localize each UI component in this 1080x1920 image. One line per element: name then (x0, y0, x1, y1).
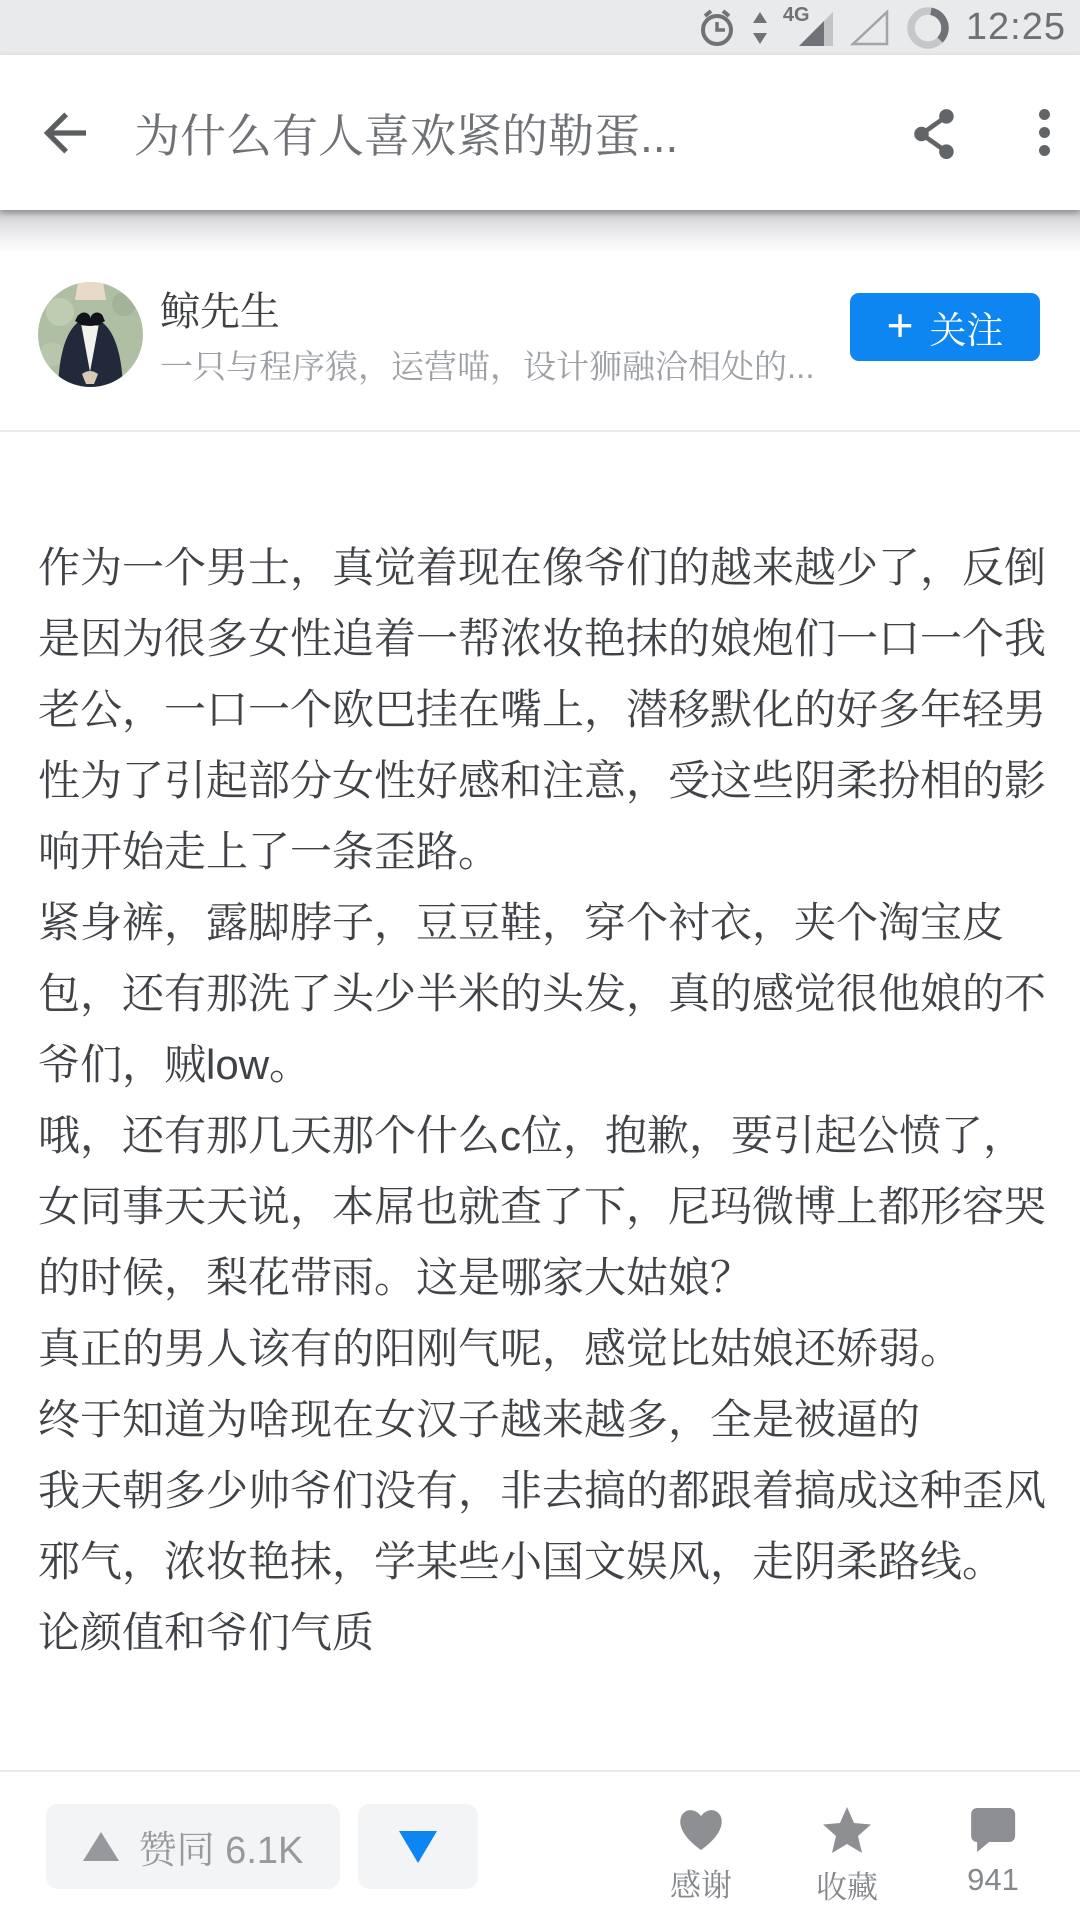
page-title: 为什么有人喜欢紧的勒蛋... (134, 109, 679, 162)
heart-icon (676, 1806, 726, 1852)
appbar-shadow-gap (0, 210, 1080, 252)
downvote-button[interactable] (358, 1804, 478, 1889)
thank-label: 感谢 (670, 1868, 732, 1903)
bottom-action-bar (0, 1770, 1080, 1920)
follow-button-label: 关注 (929, 310, 1004, 351)
share-icon (910, 106, 960, 160)
answer-paragraph: 终于知道为啥现在女汉子越来越多，全是被逼的 (38, 1396, 921, 1443)
favorite-label: 收藏 (816, 1870, 878, 1905)
status-bar (0, 0, 1080, 55)
answer-body (0, 432, 1080, 1770)
comment-count: 941 (967, 1862, 1019, 1897)
upvote-count-label: 赞同 6.1K (138, 1830, 304, 1872)
answer-paragraph: 紧身裤，露脚脖子，豆豆鞋，穿个衬衣，夹个淘宝皮包，还有那洗了头少半米的头发，真的感觉很他娘的不爷们，贼low。 (38, 899, 1047, 1088)
answer-paragraph: 论颜值和爷们气质 (38, 1609, 375, 1656)
share-button[interactable] (908, 106, 962, 160)
follow-button[interactable] (850, 293, 1040, 361)
author-card (0, 252, 1080, 432)
overflow-dot (1039, 127, 1050, 138)
back-button[interactable] (34, 102, 96, 164)
cellular-signal-empty-icon (850, 9, 890, 47)
author-bio: 一只与程序猿，运营喵，设计狮融洽相处的... (160, 348, 815, 385)
avatar[interactable] (38, 282, 143, 387)
data-activity-icon (752, 10, 768, 46)
author-name[interactable]: 鲸先生 (160, 290, 280, 334)
answer-paragraph: 真正的男人该有的阳刚气呢，感觉比姑娘还娇弱。 (38, 1325, 963, 1372)
thank-button[interactable] (670, 1806, 732, 1905)
comment-bubble-icon (969, 1806, 1017, 1854)
answer-paragraph: 我天朝多少帅爷们没有，非去搞的都跟着搞成这种歪风邪气，浓妆艳抹，学某些小国文娱风，走阴柔路线。 (38, 1467, 1047, 1585)
app-bar (0, 55, 1080, 210)
upvote-triangle-icon (83, 1832, 119, 1861)
overflow-dot (1039, 145, 1050, 156)
comment-button[interactable] (967, 1806, 1019, 1898)
upvote-button[interactable] (46, 1804, 340, 1889)
overflow-dot (1039, 109, 1050, 120)
answer-paragraph: 哦，还有那几天那个什么c位，抱歉，要引起公愤了，女同事天天说，本屌也就查了下，尼玛微博上都形容哭的时候，梨花带雨。这是哪家大姑娘？ (38, 1112, 1047, 1301)
downvote-triangle-icon (399, 1831, 437, 1863)
alarm-icon (697, 6, 737, 50)
favorite-button[interactable] (816, 1806, 878, 1907)
cellular-signal-4g-icon: 4G (783, 6, 835, 50)
battery-ring-icon (905, 5, 951, 51)
overflow-menu-button[interactable] (1024, 102, 1064, 164)
plus-icon: + (886, 299, 914, 351)
answer-paragraph: 作为一个男士，真觉着现在像爷们的越来越少了，反倒是因为很多女性追着一帮浓妆艳抹的娘炮们一口一个我老公，一口一个欧巴挂在嘴上，潜移默化的好多年轻男性为了引起部分女性好感和注意，受这些阴柔扮相的影响开始走上了一条歪路。 (38, 544, 1047, 875)
avatar-image (38, 282, 143, 387)
star-icon (821, 1806, 873, 1854)
clock-time: 12:25 (965, 6, 1066, 48)
back-arrow-icon (37, 105, 93, 161)
